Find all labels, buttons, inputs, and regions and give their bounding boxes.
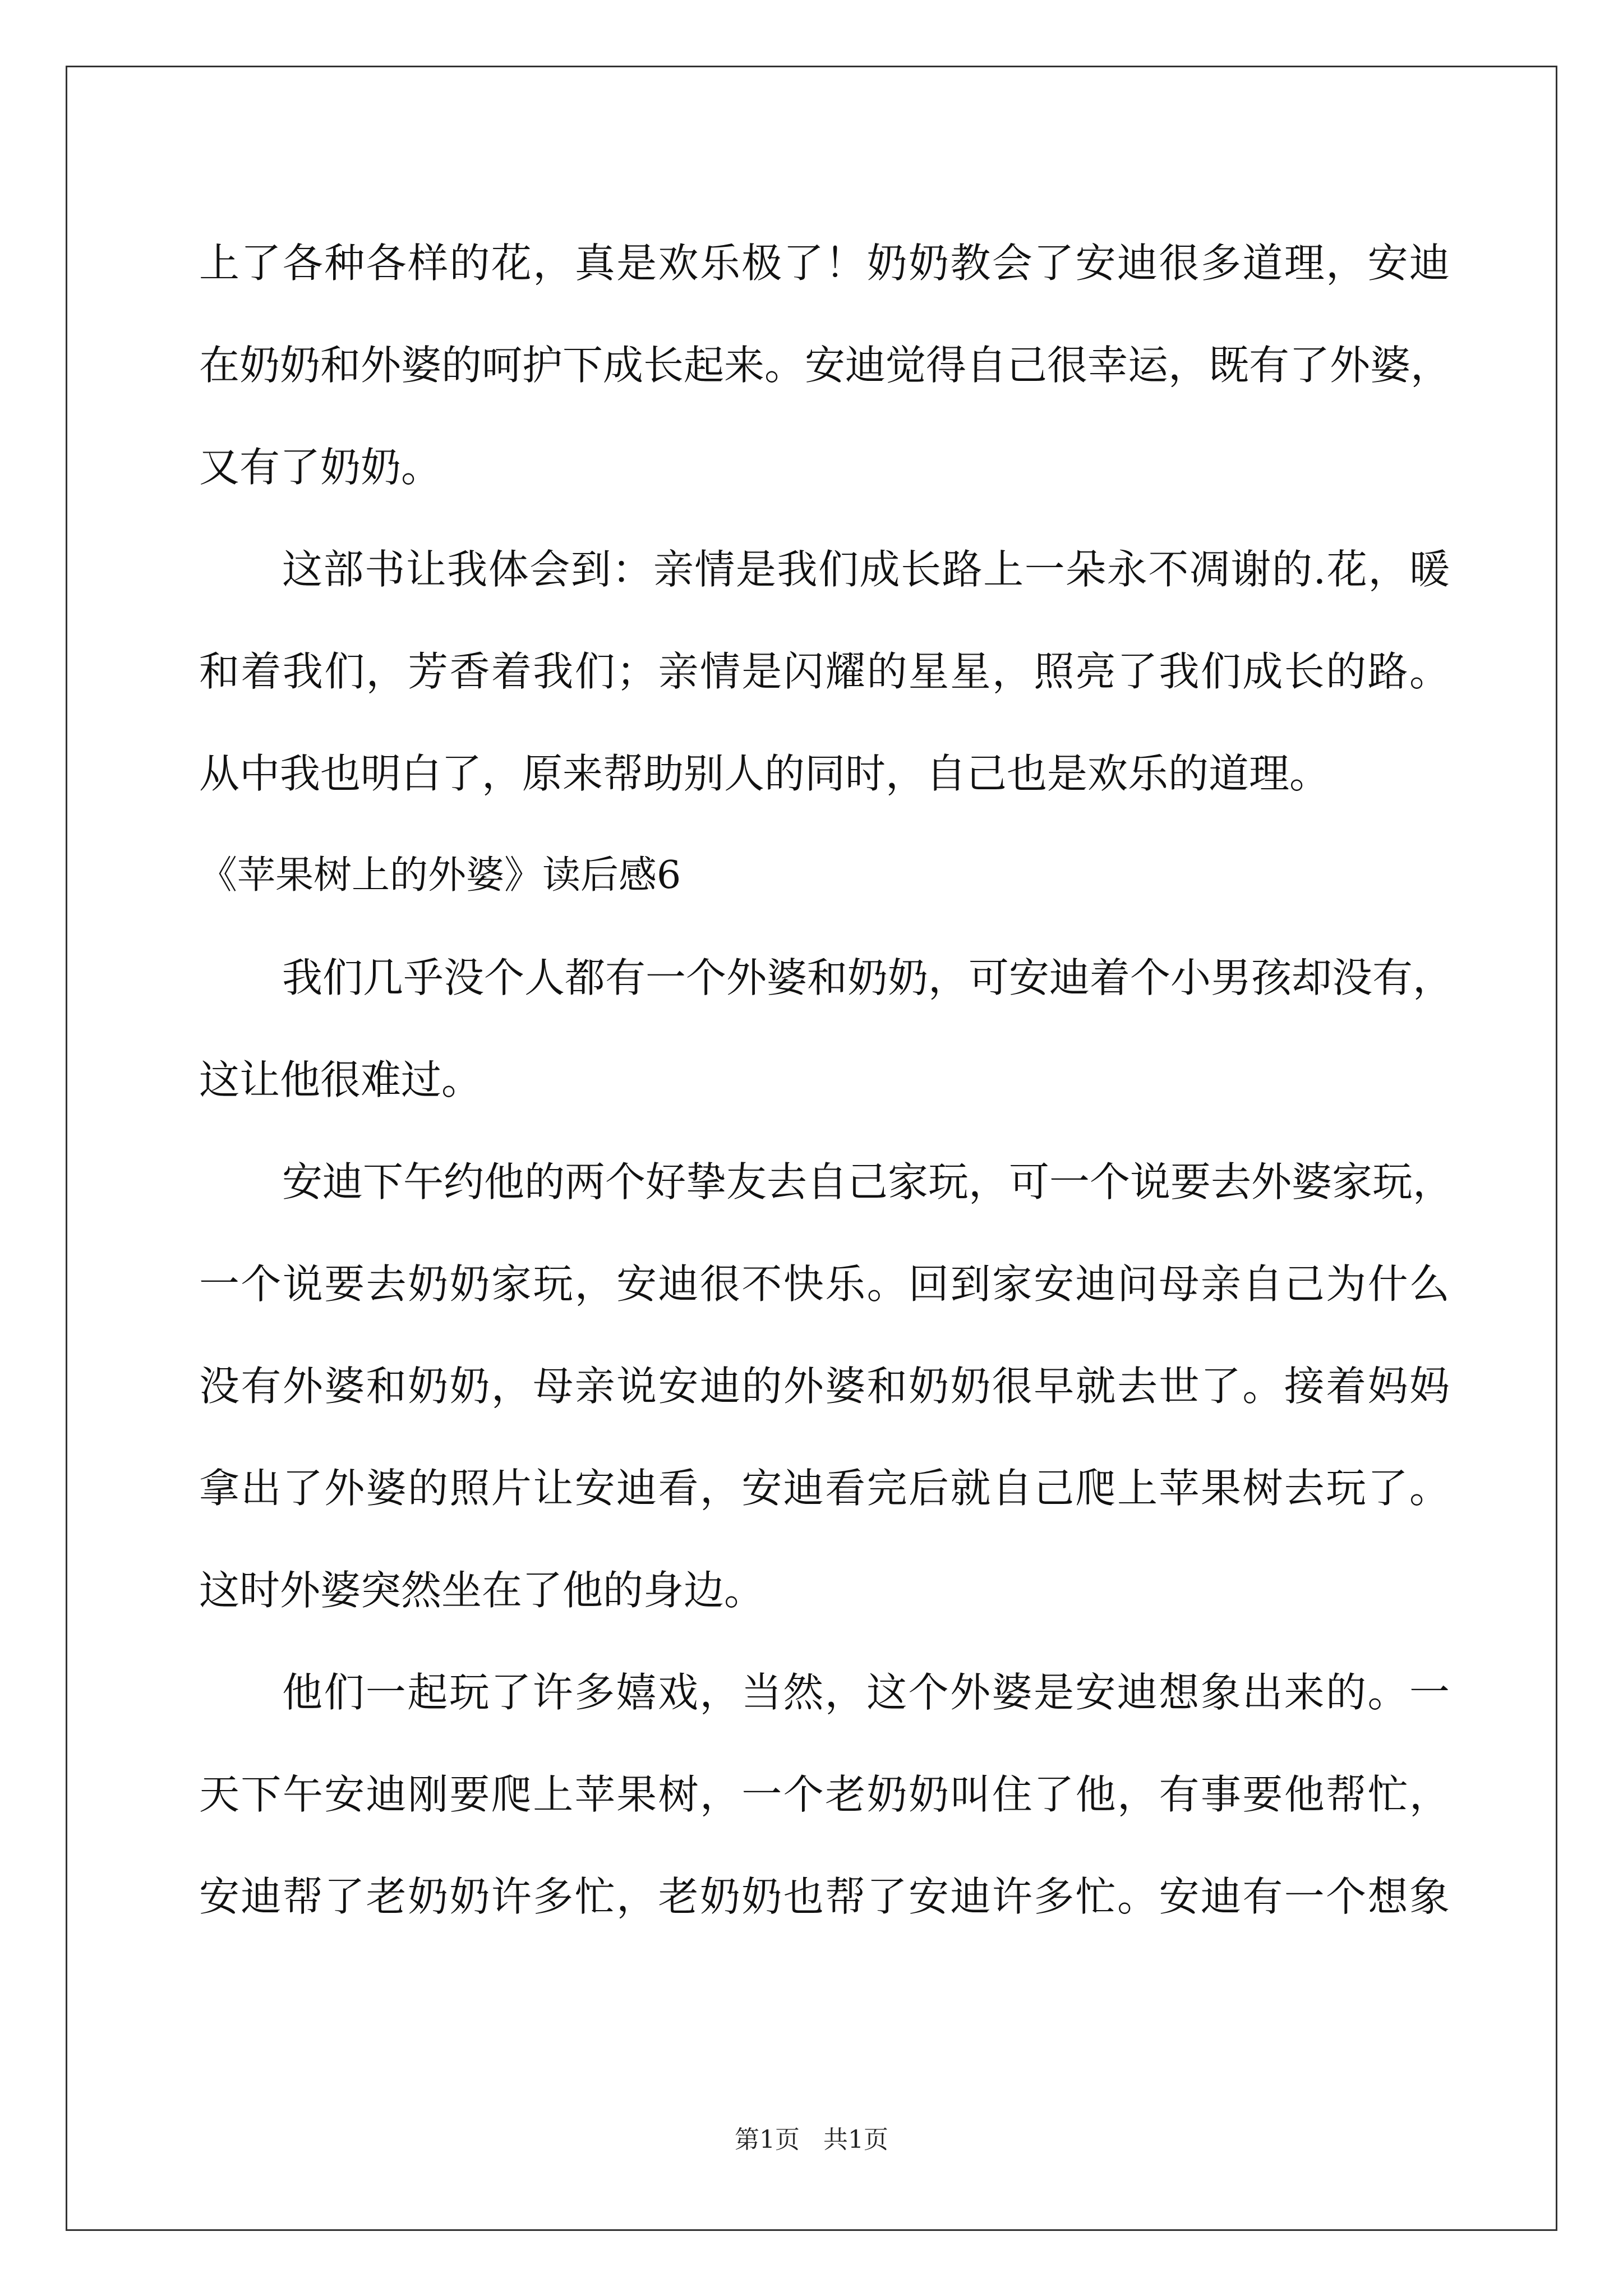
document-body: [199, 212, 1454, 1948]
text-line: 我们几乎没个人都有一个外婆和奶奶，可安迪着个小男孩却没有，: [282, 954, 1454, 1001]
page-footer: [0, 2123, 1623, 2157]
text-line: 这时外婆突然坐在了他的身边。: [199, 1567, 765, 1614]
text-line: 这部书让我体会到：亲情是我们成长路上一朵永不凋谢的.花，暖: [282, 546, 1450, 593]
text-line: 他们一起玩了许多嬉戏，当然，这个外婆是安迪想象出来的。一: [282, 1669, 1450, 1716]
text-line: 安迪帮了老奶奶许多忙，老奶奶也帮了安迪许多忙。安迪有一个想象: [199, 1873, 1450, 1920]
page-total: 共1页: [823, 2125, 888, 2154]
text-line: 从中我也明白了，原来帮助别人的同时，自己也是欢乐的道理。: [199, 750, 1330, 797]
text-line: 天下午安迪刚要爬上苹果树，一个老奶奶叫住了他，有事要他帮忙，: [199, 1771, 1450, 1818]
text-line: 和着我们，芳香着我们；亲情是闪耀的星星，照亮了我们成长的路。: [199, 648, 1450, 695]
section-heading: 《苹果树上的外婆》读后感6: [199, 853, 681, 898]
text-line: 一个说要去奶奶家玩，安迪很不快乐。回到家安迪问母亲自己为什么: [199, 1260, 1450, 1308]
text-line: 在奶奶和外婆的呵护下成长起来。安迪觉得自己很幸运，既有了外婆，: [199, 342, 1451, 389]
text-line: 拿出了外婆的照片让安迪看，安迪看完后就自己爬上苹果树去玩了。: [199, 1465, 1450, 1512]
page-number: 第1页: [735, 2125, 800, 2154]
text-line: 没有外婆和奶奶，母亲说安迪的外婆和奶奶很早就去世了。接着妈妈: [199, 1363, 1450, 1410]
text-line: 安迪下午约他的两个好挚友去自己家玩，可一个说要去外婆家玩，: [282, 1158, 1454, 1205]
text-line: 又有了奶奶。: [199, 444, 442, 491]
text-line: 这让他很难过。: [199, 1056, 482, 1103]
text-line: 上了各种各样的花，真是欢乐极了！奶奶教会了安迪很多道理，安迪: [199, 240, 1450, 287]
